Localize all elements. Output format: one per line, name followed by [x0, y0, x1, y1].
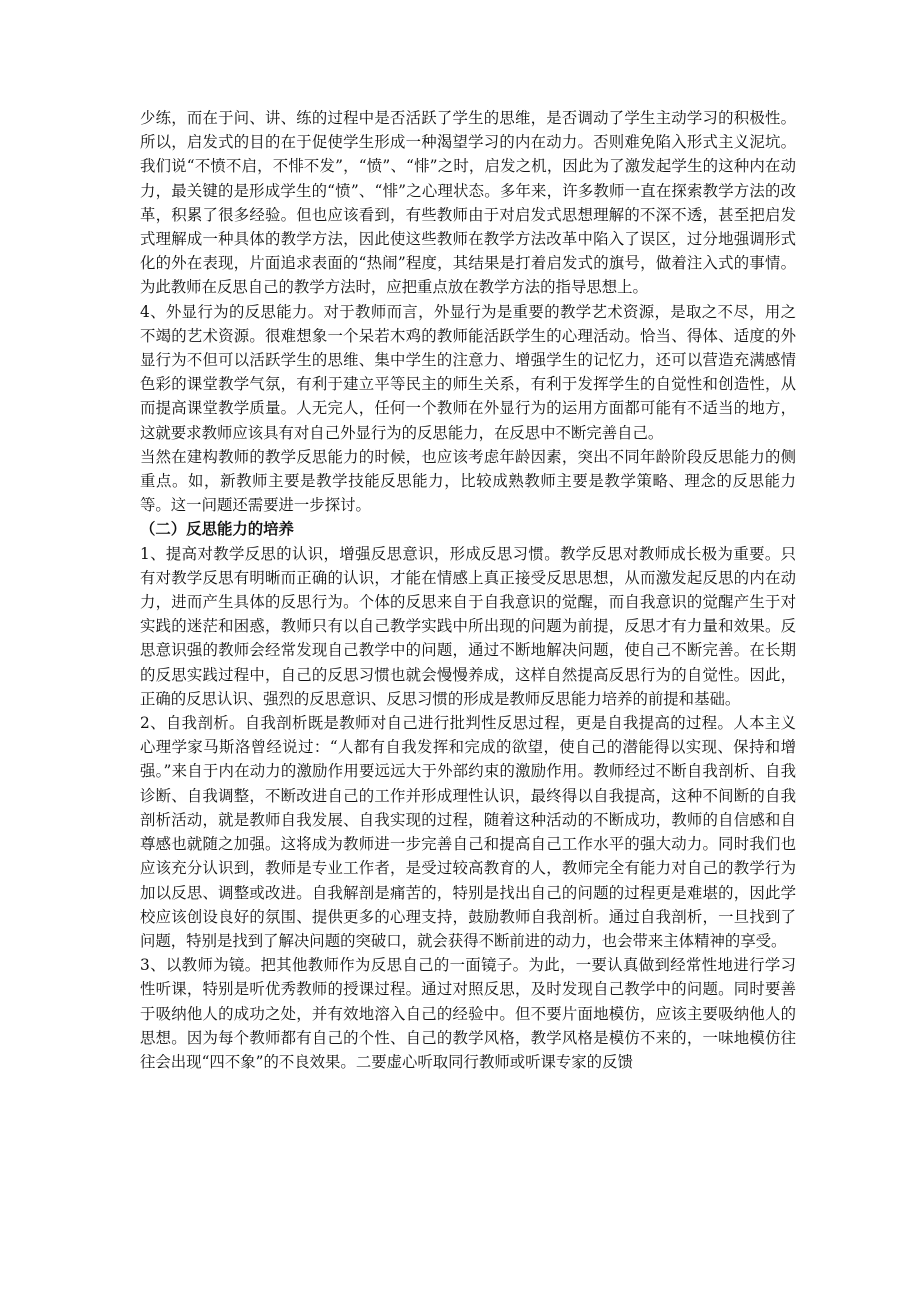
paragraph-external-behavior-reflection: 4、外显行为的反思能力。对于教师而言，外显行为是重要的教学艺术资源，是取之不尽，用之不竭的艺术资源。很难想象一个呆若木鸡的教师能活跃学生的心理活动。恰当、得体、适度的外显行为不但可以活跃学生的思维、集中学生的注意力、增强学生的记忆力，还可以营造充满感情色彩的课堂教学气氛，有利于建立平等民主的师生关系，有利于发挥学生的自觉性和创造性，从而提高课堂教学质量。人无完人，任何一个教师在外显行为的运用方面都可能有不适当的地方，这就要求教师应该具有对自己外显行为的反思能力，在反思中不断完善自己。 — [140, 302, 796, 442]
paragraph-teachers-as-mirror: 3、以教师为镜。把其他教师作为反思自己的一面镜子。为此，一要认真做到经常性地进行学习性听课，特别是听优秀教师的授课过程。通过对照反思，及时发现自己教学中的问题。同时要善于吸纳他人的成功之处，并有效地溶入自己的经验中。但不要片面地模仿，应该主要吸纳他人的思想。因为每个教师都有自己的个性、自己的教学风格，教学风格是模仿不来的，一味地模仿往往会出现“四不象”的不良效果。二要虚心听取同行教师或听课专家的反馈 — [140, 956, 796, 1071]
section-heading-reflection-training: （二）反思能力的培养 — [140, 520, 294, 539]
paragraph-self-analysis: 2、自我剖析。自我剖析既是教师对自己进行批判性反思过程，更是自我提高的过程。人本主义心理学家马斯洛曾经说过：“人都有自我发挥和完成的欲望，使自己的潜能得以实现、保持和增强。”来自于内在动力的激励作用要远远大于外部约束的激励作用。教师经过不断自我剖析、自我诊断、自我调整，不断改进自己的工作并形成理性认识，最终得以自我提高，这种不间断的自我剖析活动，就是教师自我发展、自我实现的过程，随着这种活动的不断成功，教师的自信感和自尊感也就随之加强。这将成为教师进一步完善自己和提高自己工作水平的强大动力。同时我们也应该充分认识到，教师是专业工作者，是受过较高教育的人，教师完全有能力对自己的教学行为加以反思、调整或改进。自我解剖是痛苦的，特别是找出自己的问题的过程更是难堪的，因此学校应该创设良好的氛围、提供更多的心理支持，鼓励教师自我剖析。通过自我剖析，一旦找到了问题，特别是找到了解决问题的突破口，就会获得不断前进的动力，也会带来主体精神的享受。 — [140, 714, 796, 950]
paragraph-heuristic-method: 少练，而在于问、讲、练的过程中是否活跃了学生的思维，是否调动了学生主动学习的积极性。所以，启发式的目的在于促使学生形成一种渴望学习的内在动力。否则难免陷入形式主义泥坑。我们说“不愤不启，不悱不发”，“愤”、“悱”之时，启发之机，因此为了激发起学生的这种内在动力，最关键的是形成学生的“愤”、“悱”之心理状态。多年来，许多教师一直在探索教学方法的改革，积累了很多经验。但也应该看到，有些教师由于对启发式思想理解的不深不透，甚至把启发式理解成一种具体的教学方法，因此使这些教师在教学方法改革中陷入了误区，过分地强调形式化的外在表现，片面追求表面的“热闹”程度，其结果是打着启发式的旗号，做着注入式的事情。为此教师在反思自己的教学方法时，应把重点放在教学方法的指导思想上。 — [140, 109, 796, 297]
document-page — [140, 106, 796, 1074]
paragraph-reflection-awareness: 1、提高对教学反思的认识，增强反思意识，形成反思习惯。教学反思对教师成长极为重要。只有对教学反思有明晰而正确的认识，才能在情感上真正接受反思思想，从而激发起反思的内在动力，进而产生具体的反思行为。个体的反思来自于自我意识的觉醒，而自我意识的觉醒产生于对实践的迷茫和困惑，教师只有以自己教学实践中所出现的问题为前提，反思才有力量和效果。反思意识强的教师会经常发现自己教学中的问题，通过不断地解决问题，使自己不断完善。在长期的反思实践过程中，自己的反思习惯也就会慢慢养成，这样自然提高反思行为的自觉性。因此，正确的反思认识、强烈的反思意识、反思习惯的形成是教师反思能力培养的前提和基础。 — [140, 544, 796, 708]
paragraph-age-factor: 当然在建构教师的教学反思能力的时候，也应该考虑年龄因素，突出不同年龄阶段反思能力的侧重点。如，新教师主要是教学技能反思能力，比较成熟教师主要是教学策略、理念的反思能力等。这一问题还需要进一步探讨。 — [140, 447, 796, 515]
